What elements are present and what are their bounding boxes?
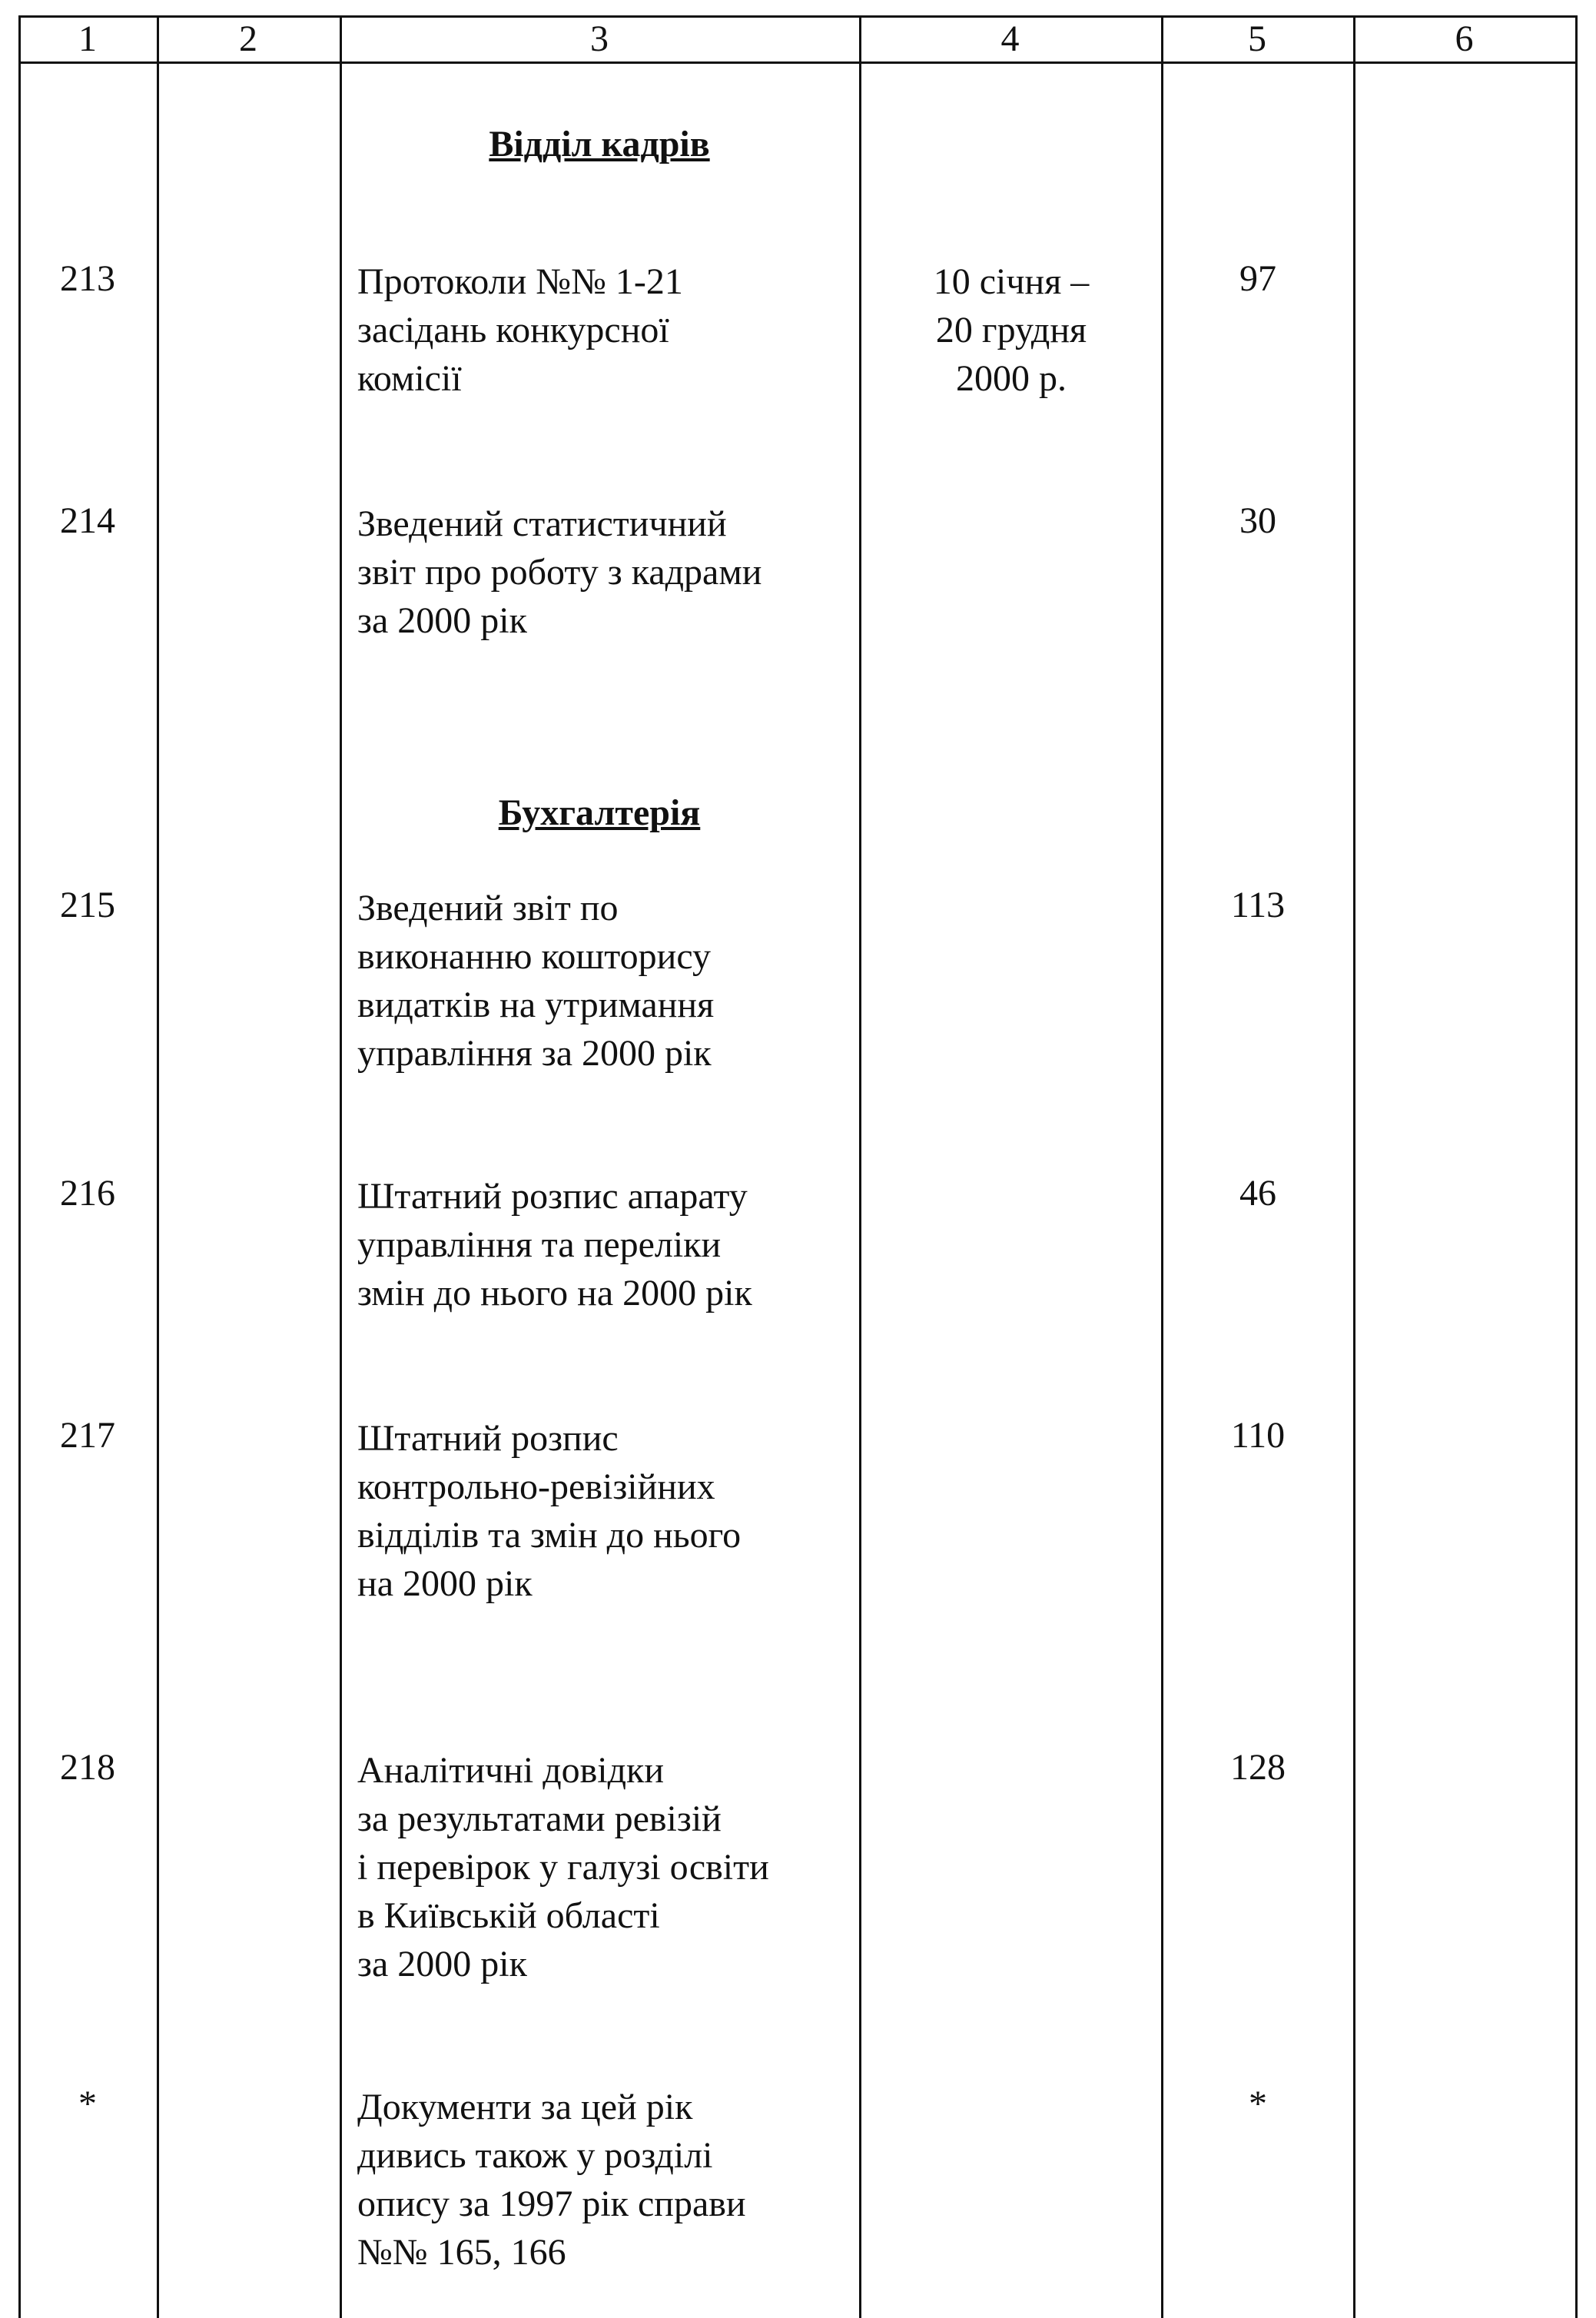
row-218-sheets: 128 bbox=[1230, 1747, 1286, 1788]
col-border-1-2 bbox=[157, 15, 159, 2318]
row-217-number: 217 bbox=[60, 1415, 115, 1456]
header-col-1: 1 bbox=[78, 18, 97, 59]
header-col-2: 2 bbox=[239, 18, 257, 59]
row-215-title: Зведений звіт по виконанню кошторису видатків на утримання управління за 2000 рік bbox=[357, 888, 715, 1074]
row-note-number: * bbox=[78, 2084, 97, 2124]
row-213-number: 213 bbox=[60, 258, 115, 299]
col-border-2-3 bbox=[340, 15, 342, 2318]
row-216-sheets: 46 bbox=[1239, 1173, 1276, 1214]
row-213-dates: 10 січня – 20 грудня 2000 р. bbox=[933, 261, 1090, 399]
section-title-personnel: Відділ кадрів bbox=[489, 124, 710, 164]
row-note-sheets: * bbox=[1249, 2084, 1267, 2124]
row-213-title: Протоколи №№ 1-21 засідань конкурсної комісії bbox=[357, 261, 683, 399]
header-col-4: 4 bbox=[1000, 18, 1020, 59]
row-214-number: 214 bbox=[60, 500, 115, 541]
header-col-3: 3 bbox=[590, 18, 609, 59]
row-218-title: Аналітичні довідки за результатами ревізій і перевірок у галузі освіти в Київській області за 2000 рік bbox=[357, 1750, 769, 1984]
section-title-accounting: Бухгалтерія bbox=[498, 792, 701, 833]
row-216-number: 216 bbox=[60, 1173, 115, 1214]
row-215-number: 215 bbox=[60, 885, 115, 925]
row-218-number: 218 bbox=[60, 1747, 115, 1788]
col-border-right bbox=[1575, 15, 1578, 2318]
row-216-title: Штатний розпис апарату управління та переліки змін до нього на 2000 рік bbox=[357, 1176, 752, 1313]
row-217-title: Штатний розпис контрольно-ревізійних відділів та змін до нього на 2000 рік bbox=[357, 1418, 742, 1604]
row-note-title: Документи за цей рік дивись також у розділі опису за 1997 рік справи №№ 165, 166 bbox=[357, 2087, 746, 2273]
row-213-sheets: 97 bbox=[1239, 258, 1276, 299]
col-border-left bbox=[18, 15, 21, 2318]
row-215-sheets: 113 bbox=[1230, 885, 1286, 925]
col-border-5-6 bbox=[1353, 15, 1355, 2318]
header-col-5: 5 bbox=[1248, 18, 1266, 59]
header-bottom-border bbox=[18, 61, 1578, 64]
row-217-sheets: 110 bbox=[1230, 1415, 1286, 1456]
header-col-6: 6 bbox=[1455, 18, 1474, 59]
row-214-title: Зведений статистичний звіт про роботу з кадрами за 2000 рік bbox=[357, 503, 762, 641]
row-214-sheets: 30 bbox=[1239, 500, 1276, 541]
